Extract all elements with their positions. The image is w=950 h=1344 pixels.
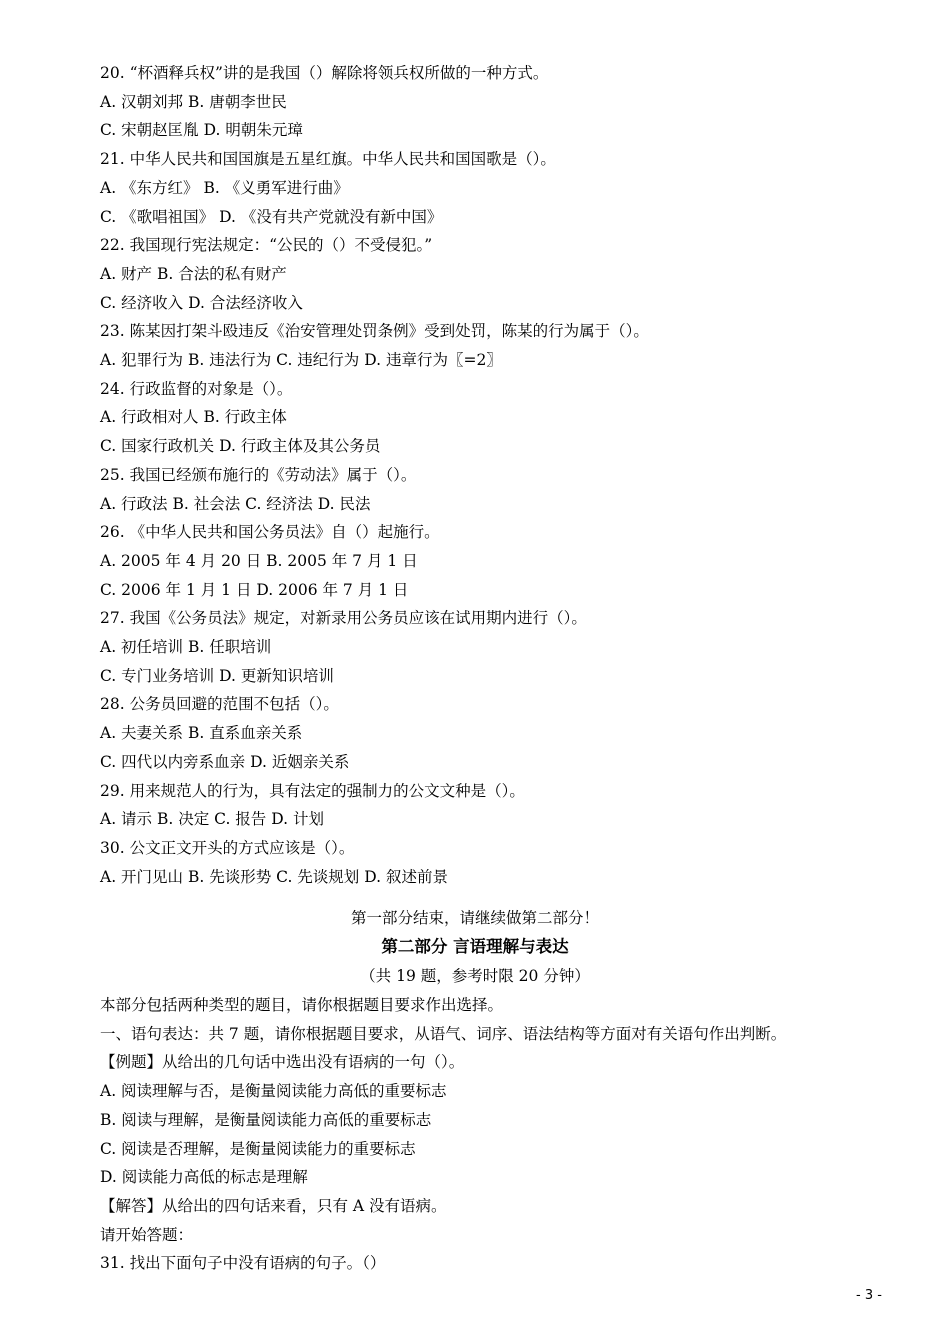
part1-end-notice: 第一部分结束，请继续做第二部分！ [350, 909, 599, 927]
question-stem: 23. 陈某因打架斗殴违反《治安管理处罚条例》受到处罚，陈某的行为属于（）。 [100, 322, 649, 341]
part2-line: 一、语句表达：共 7 题，请你根据题目要求，从语气、词序、语法结构等方面对有关语句作出判断。 [100, 1024, 787, 1043]
question-stem: 28. 公务员回避的范围不包括（）。 [100, 695, 339, 714]
answer-options: C. 2006 年 1 月 1 日 D. 2006 年 7 月 1 日 [100, 580, 409, 599]
question-stem: 21. 中华人民共和国国旗是五星红旗。中华人民共和国国歌是（）。 [100, 150, 556, 169]
answer-options: C. 四代以内旁系血亲 D. 近姻亲关系 [100, 752, 350, 771]
answer-options: A. 犯罪行为 B. 违法行为 C. 违纪行为 D. 违章行为〖=2〗 [100, 351, 502, 369]
answer-options: A. 财产 B. 合法的私有财产 [100, 264, 287, 283]
part2-line: C. 阅读是否理解，是衡量阅读能力的重要标志 [100, 1139, 416, 1158]
answer-options: C. 宋朝赵匡胤 D. 明朝朱元璋 [100, 121, 303, 140]
answer-options: C. 《歌唱祖国》 D. 《没有共产党就没有新中国》 [100, 207, 443, 226]
part2-line: D. 阅读能力高低的标志是理解 [100, 1168, 308, 1187]
page-number: - 3 - [856, 1288, 882, 1303]
part2-line: 本部分包括两种类型的题目，请你根据题目要求作出选择。 [100, 996, 504, 1014]
question-stem: 27. 我国《公务员法》规定，对新录用公务员应该在试用期内进行（）。 [100, 609, 587, 628]
answer-options: A. 请示 B. 决定 C. 报告 D. 计划 [100, 810, 324, 829]
answer-options: A. 《东方红》 B. 《义勇军进行曲》 [100, 178, 349, 197]
answer-options: C. 专门业务培训 D. 更新知识培训 [100, 666, 334, 685]
answer-options: A. 开门见山 B. 先谈形势 C. 先谈规划 D. 叙述前景 [100, 867, 448, 886]
answer-options: A. 行政相对人 B. 行政主体 [100, 408, 287, 427]
part2-line: A. 阅读理解与否，是衡量阅读能力高低的重要标志 [100, 1082, 447, 1101]
part2-line: B. 阅读与理解，是衡量阅读能力高低的重要标志 [100, 1110, 432, 1129]
answer-options: A. 汉朝刘邦 B. 唐朝李世民 [100, 92, 287, 111]
part2-title: 第二部分 言语理解与表达 [381, 937, 569, 956]
question-stem: 24. 行政监督的对象是（）。 [100, 379, 293, 398]
answer-options: C. 国家行政机关 D. 行政主体及其公务员 [100, 437, 381, 456]
answer-options: A. 夫妻关系 B. 直系血亲关系 [100, 724, 303, 743]
part2-line: 【解答】从给出的四句话来看，只有 A 没有语病。 [100, 1196, 447, 1215]
question-stem: 30. 公文正文开头的方式应该是（）。 [100, 838, 355, 857]
answer-options: C. 经济收入 D. 合法经济收入 [100, 293, 303, 312]
question-stem: 26. 《中华人民共和国公务员法》自（）起施行。 [100, 523, 440, 542]
part2-line: 【例题】从给出的几句话中选出没有语病的一句（）。 [100, 1053, 465, 1072]
part2-line: 31. 找出下面句子中没有语病的句子。（） [100, 1254, 386, 1273]
part2-subtitle: （共 19 题，参考时限 20 分钟） [360, 967, 590, 985]
answer-options: A. 2005 年 4 月 20 日 B. 2005 年 7 月 1 日 [100, 551, 418, 570]
question-stem: 22. 我国现行宪法规定：“公民的（）不受侵犯。” [100, 236, 433, 255]
answer-options: A. 行政法 B. 社会法 C. 经济法 D. 民法 [100, 494, 371, 513]
question-stem: 20. “杯酒释兵权”讲的是我国（）解除将领兵权所做的一种方式。 [100, 64, 549, 82]
question-stem: 29. 用来规范人的行为，具有法定的强制力的公文文种是（）。 [100, 781, 525, 800]
question-stem: 25. 我国已经颁布施行的《劳动法》属于（）。 [100, 465, 417, 484]
part2-line: 请开始答题： [100, 1225, 194, 1244]
answer-options: A. 初任培训 B. 任职培训 [100, 638, 272, 656]
